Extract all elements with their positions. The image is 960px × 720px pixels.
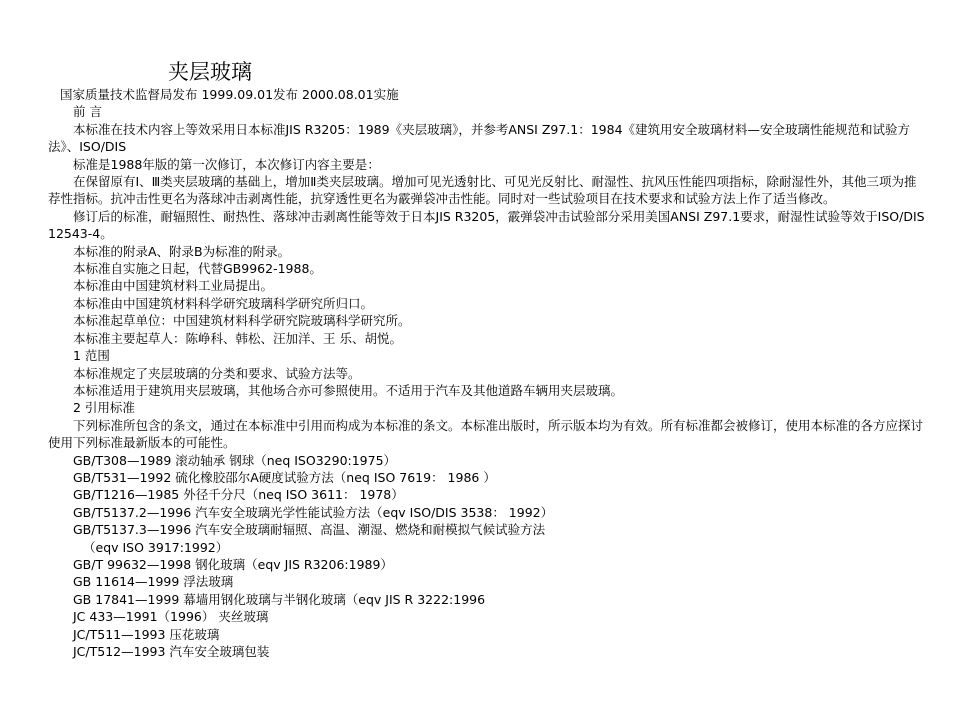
section-1-heading: 1 范围: [73, 348, 110, 364]
section-2-intro: 下列标准所包含的条文，通过在本标准中引用而构成为本标准的条文。本标准出版时，所示版本均为有效。所有标准都会被修订，使用本标准的各方应探讨使用下列标准最新版本的可能性。: [48, 417, 924, 451]
reference-item: GB/T 99632—1998 钢化玻璃（eqv JIS R3206:1989）: [73, 556, 393, 572]
reference-item: JC/T512—1993 汽车安全玻璃包装: [73, 644, 270, 659]
reference-item: JC 433—1991（1996） 夹丝玻璃: [73, 609, 269, 625]
foreword-paragraph: 本标准由中国建筑材料科学研究玻璃科学研究所归口。: [73, 295, 374, 311]
foreword-paragraph: 在保留原有Ⅰ、Ⅲ类夹层玻璃的基础上，增加Ⅱ类夹层玻璃。增加可见光透射比、可见光反射比、耐湿性、抗风压性能四项指标，除耐湿性外，其他三项为推荐性指标。抗冲击性更名为落球冲击剥离性能，抗穿透性更名为霰弹袋冲击性能。同时对一些试验项目在技术要求和试验方法上作了适当修改。: [48, 174, 917, 207]
foreword-paragraph: 本标准自实施之日起，代替GB9962-1988。: [73, 261, 322, 277]
foreword-paragraph: 本标准主要起草人：陈峥科、韩松、汪加洋、王 乐、胡悦。: [73, 330, 402, 346]
reference-item: GB 11614—1999 浮法玻璃: [73, 574, 234, 590]
document-title: 夹层玻璃: [168, 60, 252, 84]
section-1-paragraph: 本标准适用于建筑用夹层玻璃，其他场合亦可参照使用。不适用于汽车及其他道路车辆用夹层玻璃。: [73, 382, 624, 398]
reference-item: JC/T511—1993 压花玻璃: [73, 626, 220, 642]
reference-item-continuation: （eqv ISO 3917:1992）: [83, 539, 229, 555]
foreword-paragraph: 标准是1988年版的第一次修订，本次修订内容主要是：: [73, 156, 380, 172]
reference-item: GB/T1216—1985 外径千分尺（neq ISO 3611： 1978）: [73, 487, 404, 503]
reference-list: [48, 452, 928, 661]
issue-line: 国家质量技术监督局发布 1999.09.01发布 2000.08.01实施: [60, 87, 399, 102]
foreword-paragraph: 本标准的附录A、附录B为标准的附录。: [73, 243, 291, 259]
reference-item: GB/T5137.3—1996 汽车安全玻璃耐辐照、高温、潮湿、燃烧和耐模拟气候试验方法: [73, 522, 546, 538]
section-1-paragraph: 本标准规定了夹层玻璃的分类和要求、试验方法等。: [73, 365, 361, 381]
foreword-paragraph: 修订后的标准，耐辐照性、耐热性、落球冲击剥离性能等效于日本JIS R3205，霰弹袋冲击试验部分采用美国ANSI Z97.1要求，耐湿性试验等效于ISO/DIS 12543-4。: [48, 208, 925, 242]
reference-item: GB/T5137.2—1996 汽车安全玻璃光学性能试验方法（eqv ISO/DIS 3538： 1992）: [73, 504, 554, 520]
foreword-paragraph: 本标准起草单位：中国建筑材料科学研究院玻璃科学研究所。: [73, 313, 411, 329]
reference-item: GB/T308—1989 滚动轴承 钢球（neq ISO3290:1975）: [73, 452, 397, 468]
reference-item: GB/T531—1992 硫化橡胶邵尔A硬度试验方法（neq ISO 7619： 1986 ）: [73, 469, 496, 485]
foreword-paragraph: 本标准由中国建筑材料工业局提出。: [73, 278, 274, 294]
foreword-heading: 前 言: [73, 104, 102, 120]
document-body: [48, 86, 928, 660]
foreword-paragraph: 本标准在技术内容上等效采用日本标准JIS R3205：1989《夹层玻璃》，并参考ANSI Z97.1：1984《建筑用安全玻璃材料—安全玻璃性能规范和试验方法》、ISO/DIS: [48, 121, 911, 155]
reference-item: GB 17841—1999 幕墙用钢化玻璃与半钢化玻璃（eqv JIS R 3222:1996: [73, 591, 486, 607]
section-2-heading: 2 引用标准: [73, 400, 135, 416]
